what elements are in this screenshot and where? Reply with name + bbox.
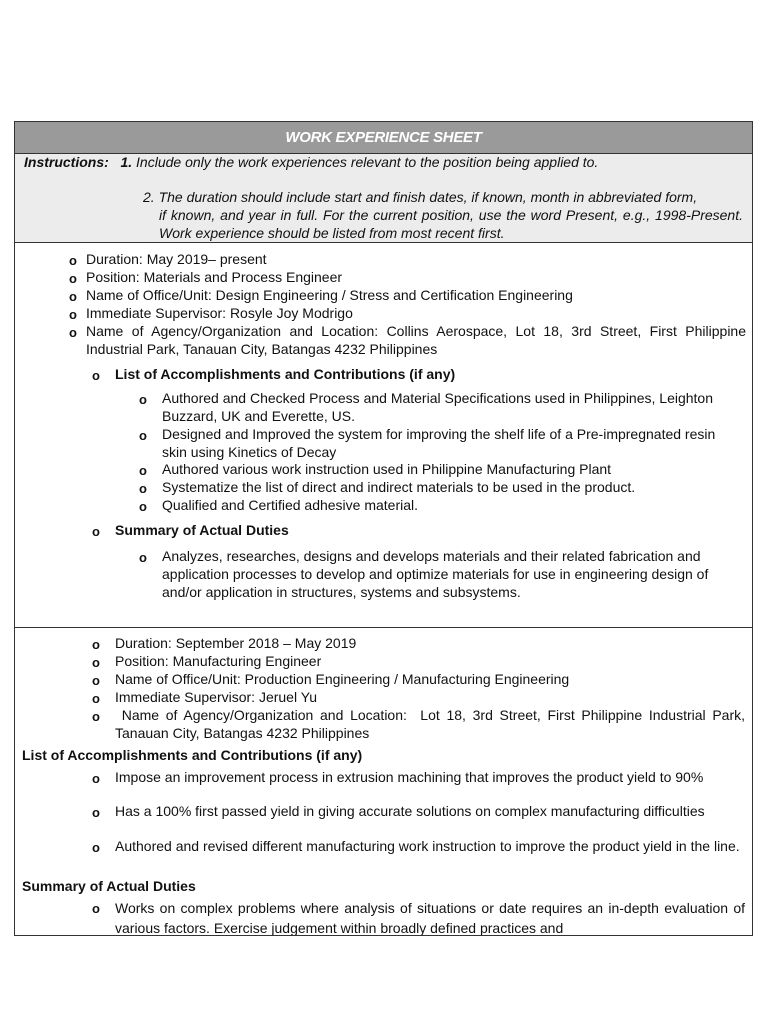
exp1-accomplishment-item: Systematize the list of direct and indirect materials to be used in the product. <box>162 479 636 495</box>
exp1-accomplishment-item: Designed and Improved the system for improving the shelf life of a Pre-impregnated resin skin using Kinetics of Decay <box>162 426 716 460</box>
bullet-icon: o <box>92 709 100 724</box>
exp1-supervisor: Immediate Supervisor: Rosyle Joy Modrigo <box>86 305 353 321</box>
bullet-icon: o <box>92 840 100 855</box>
exp1-office-unit: Name of Office/Unit: Design Engineering / Stress and Certification Engineering <box>86 287 573 303</box>
exp2-supervisor: Immediate Supervisor: Jeruel Yu <box>115 689 318 705</box>
bullet-icon: o <box>139 550 147 565</box>
bullet-icon: o <box>139 428 147 443</box>
bullet-icon: o <box>69 253 77 268</box>
bullet-icon: o <box>69 307 77 322</box>
exp1-accomplishment-item: Authored various work instruction used in Philippine Manufacturing Plant <box>162 461 612 477</box>
instruction-1-text: Include only the work experiences relevant to the position being applied to. <box>136 154 599 170</box>
exp2-office-unit: Name of Office/Unit: Production Engineering / Manufacturing Engineering <box>115 671 570 687</box>
bullet-icon: o <box>92 771 100 786</box>
instructions-box <box>15 154 752 243</box>
exp1-duties-heading: Summary of Actual Duties <box>115 522 289 538</box>
exp2-accomplishment-item: Authored and revised different manufacturing work instruction to improve the product yield in the line. <box>115 838 740 854</box>
bullet-icon: o <box>69 289 77 304</box>
bullet-icon: o <box>139 392 147 407</box>
instruction-2-first-line: 2. The duration should include start and finish dates, if known, month in abbreviated form, <box>143 189 698 205</box>
exp2-duty-item: Works on complex problems where analysis of situations or date requires an in-depth evaluation of various factors. Exercise judgement within broadly defined practices and <box>115 900 745 936</box>
bullet-icon: o <box>92 655 100 670</box>
bullet-icon: o <box>139 499 147 514</box>
sheet-title: WORK EXPERIENCE SHEET <box>15 122 752 154</box>
exp1-accomplishment-item: Qualified and Certified adhesive material. <box>162 497 419 513</box>
exp1-accomplishment-item: Authored and Checked Process and Material Specifications used in Philippines, Leighton Buzzard, UK and Everette, US. <box>162 390 714 424</box>
bullet-icon: o <box>69 271 77 286</box>
work-experience-sheet <box>14 121 753 936</box>
exp2-accomplishment-item: Has a 100% first passed yield in giving accurate solutions on complex manufacturing difficulties <box>115 803 705 819</box>
bullet-icon: o <box>139 463 147 478</box>
exp1-position: Position: Materials and Process Engineer <box>86 269 343 285</box>
bullet-icon: o <box>92 524 100 539</box>
exp1-duty-item: Analyzes, researches, designs and develops materials and their related fabrication and application processes to develop and optimize materials for use in engineering design of and/or application in structures, systems and subsystems. <box>162 548 709 600</box>
bullet-icon: o <box>92 637 100 652</box>
bullet-icon: o <box>92 368 100 383</box>
bullet-icon: o <box>69 325 77 340</box>
instruction-item-2 <box>143 188 743 242</box>
instruction-item-1 <box>24 154 598 170</box>
exp1-agency-location: Name of Agency/Organization and Location: Collins Aerospace, Lot 18, 3rd Street, First Philippine Industrial Park, Tanauan City, Batangas 4232 Philippines <box>86 323 746 357</box>
instruction-1-number: 1. <box>120 154 133 170</box>
bullet-icon: o <box>139 481 147 496</box>
experience-entry-1 <box>15 243 752 628</box>
exp2-accomplishment-item: Impose an improvement process in extrusion machining that improves the product yield to 90% <box>115 769 704 785</box>
exp2-duration: Duration: September 2018 – May 2019 <box>115 635 357 651</box>
exp2-agency-location: Name of Agency/Organization and Location: Lot 18, 3rd Street, First Philippine Industrial Park, Tanauan City, Batangas 4232 Philippines <box>115 707 749 741</box>
bullet-icon: o <box>92 901 100 916</box>
exp1-duration: Duration: May 2019– present <box>86 251 267 267</box>
exp2-duties-heading: Summary of Actual Duties <box>22 878 196 894</box>
exp1-accomplishments-heading: List of Accomplishments and Contributions (if any) <box>115 366 456 382</box>
instruction-2-rest: if known, and year in full. For the current position, use the word Present, e.g., 1998-Present. Work experience should be listed from most recent first. <box>159 207 743 241</box>
exp2-position: Position: Manufacturing Engineer <box>115 653 322 669</box>
bullet-icon: o <box>92 673 100 688</box>
experience-entry-2 <box>15 628 752 936</box>
exp2-accomplishments-heading: List of Accomplishments and Contributions (if any) <box>22 747 363 763</box>
bullet-icon: o <box>92 691 100 706</box>
instructions-label: Instructions: <box>24 154 109 170</box>
bullet-icon: o <box>92 805 100 820</box>
